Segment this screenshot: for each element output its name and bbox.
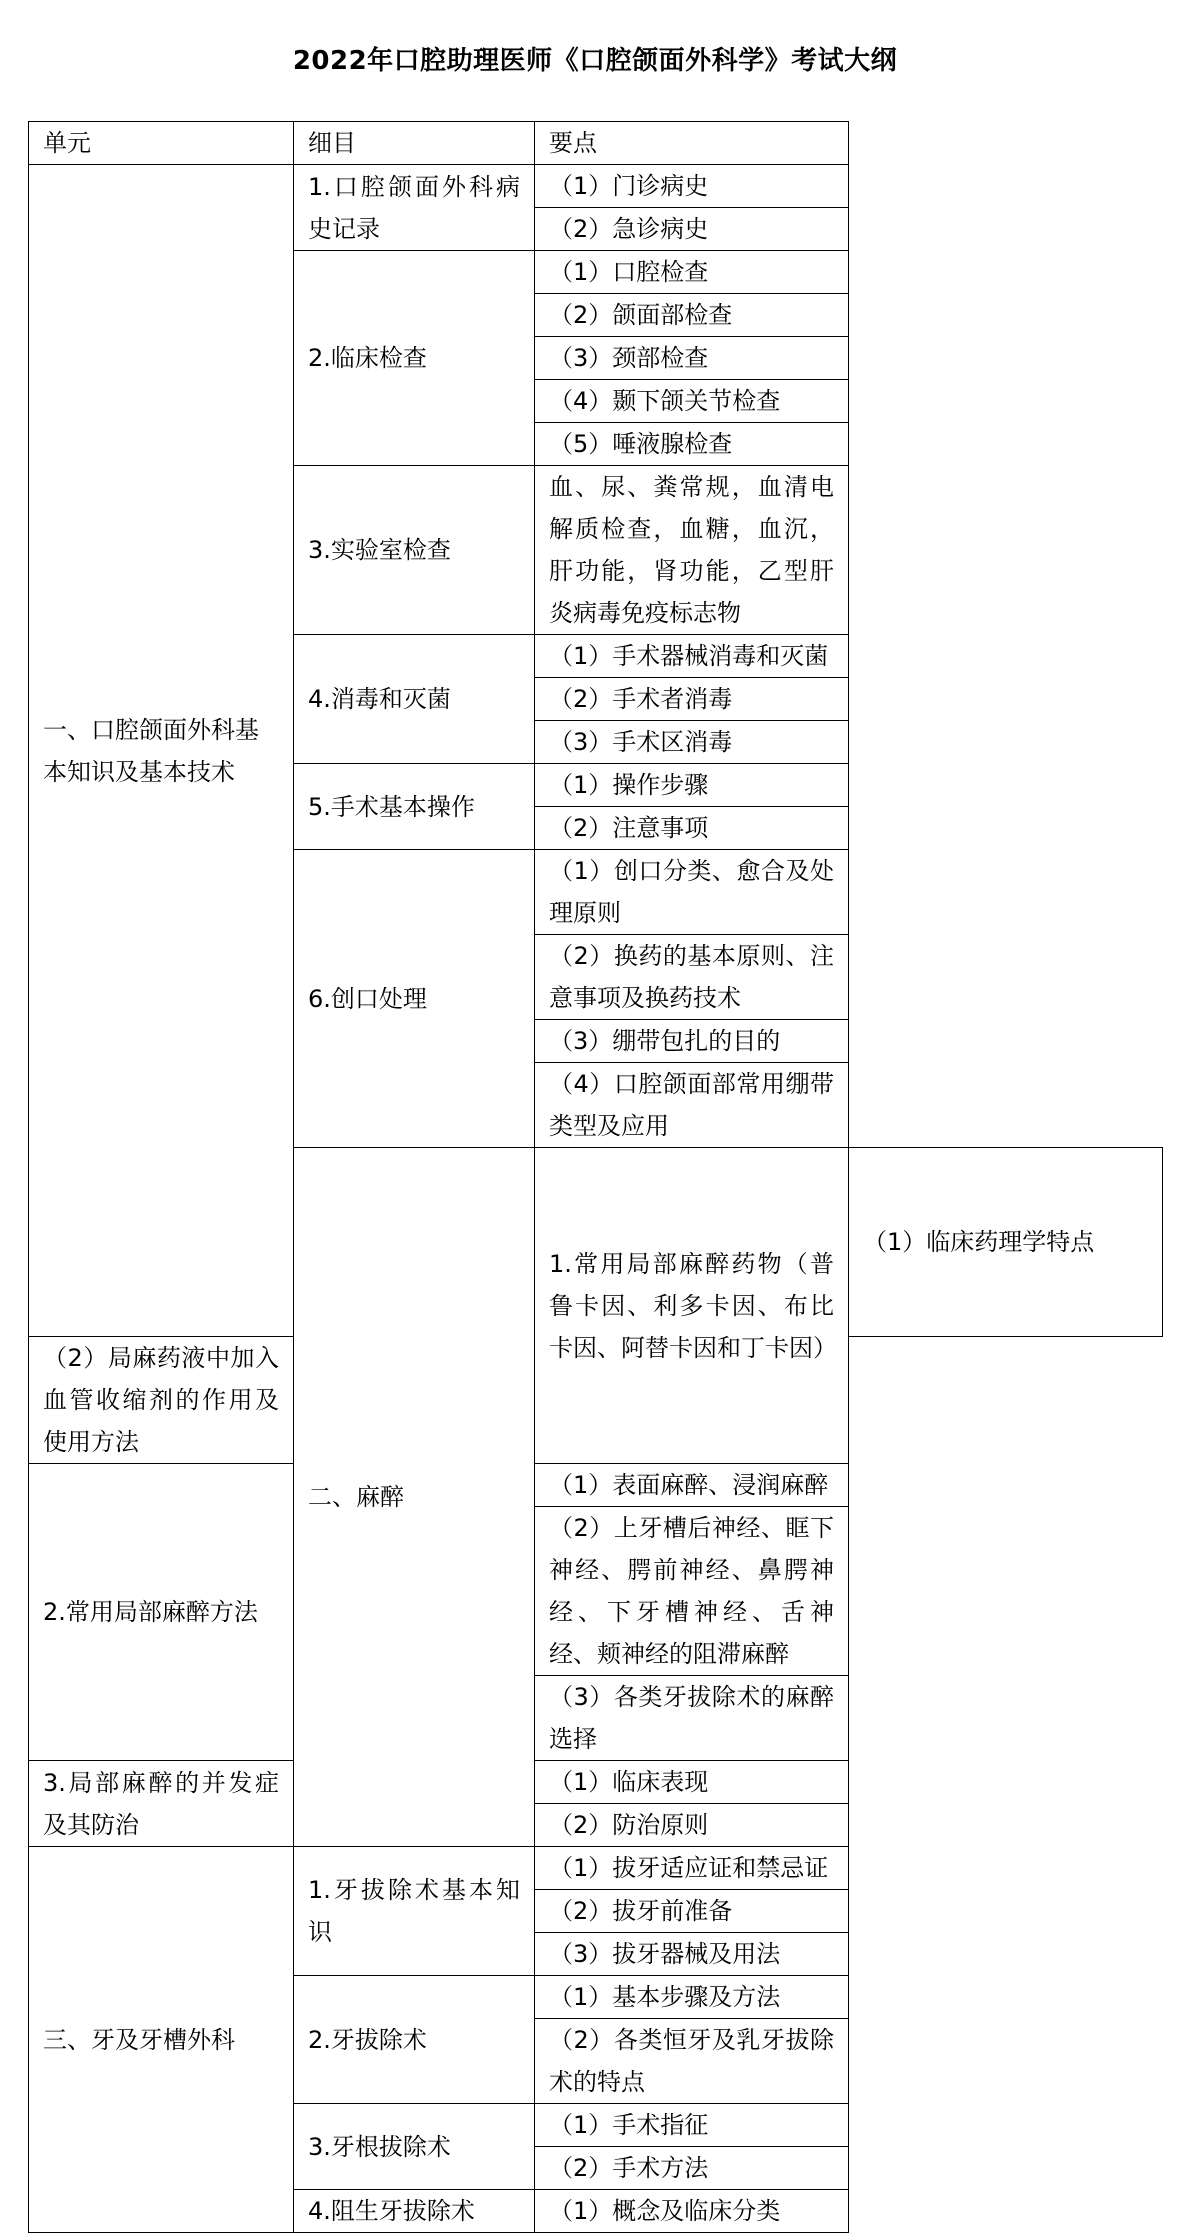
detail-cell: 2.牙拔除术: [294, 1976, 535, 2104]
point-cell: （2）急诊病史: [535, 208, 849, 251]
point-cell: （2）手术方法: [535, 2147, 849, 2190]
point-cell: （1）临床药理学特点: [849, 1148, 1163, 1337]
table-row: [29, 1464, 1163, 1507]
detail-cell: 3.局部麻醉的并发症及其防治: [29, 1761, 294, 1847]
point-cell: （2）各类恒牙及乳牙拔除术的特点: [535, 2019, 849, 2104]
table-row: [29, 1847, 1163, 1890]
detail-cell: 6.创口处理: [294, 850, 535, 1148]
header-row: [29, 122, 1163, 165]
header-detail: 细目: [294, 122, 535, 165]
point-cell: （1）手术器械消毒和灭菌: [535, 635, 849, 678]
point-cell: （1）概念及临床分类: [535, 2190, 849, 2233]
unit-cell: 三、牙及牙槽外科: [29, 1847, 294, 2233]
page-title: 2022年口腔助理医师《口腔颌面外科学》考试大纲: [292, 46, 898, 76]
point-cell: （5）唾液腺检查: [535, 423, 849, 466]
syllabus-table: [28, 121, 1163, 2233]
detail-cell: 1.常用局部麻醉药物（普鲁卡因、利多卡因、布比卡因、阿替卡因和丁卡因）: [535, 1148, 849, 1464]
point-cell: （1）临床表现: [535, 1761, 849, 1804]
point-cell: （1）操作步骤: [535, 764, 849, 807]
point-cell: （2）防治原则: [535, 1804, 849, 1847]
detail-cell: 1.牙拔除术基本知识: [294, 1847, 535, 1976]
header-point: 要点: [535, 122, 849, 165]
point-cell: （2）上牙槽后神经、眶下神经、腭前神经、鼻腭神经、下牙槽神经、舌神经、颊神经的阻滞麻醉: [535, 1507, 849, 1676]
detail-cell: 1.口腔颌面外科病史记录: [294, 165, 535, 251]
header-unit: 单元: [29, 122, 294, 165]
point-cell: 血、尿、粪常规，血清电解质检查，血糖，血沉，肝功能，肾功能，乙型肝炎病毒免疫标志物: [535, 466, 849, 635]
point-cell: （3）颈部检查: [535, 337, 849, 380]
table-row: [29, 165, 1163, 208]
point-cell: （2）局麻药液中加入血管收缩剂的作用及使用方法: [29, 1337, 294, 1464]
point-cell: （3）拔牙器械及用法: [535, 1933, 849, 1976]
detail-cell: 5.手术基本操作: [294, 764, 535, 850]
point-cell: （1）门诊病史: [535, 165, 849, 208]
table-row: [29, 1761, 1163, 1804]
point-cell: （1）口腔检查: [535, 251, 849, 294]
point-cell: （3）手术区消毒: [535, 721, 849, 764]
point-cell: （1）创口分类、愈合及处理原则: [535, 850, 849, 935]
point-cell: （3）绷带包扎的目的: [535, 1020, 849, 1063]
point-cell: （1）表面麻醉、浸润麻醉: [535, 1464, 849, 1507]
point-cell: （2）颌面部检查: [535, 294, 849, 337]
point-cell: （3）各类牙拔除术的麻醉选择: [535, 1676, 849, 1761]
detail-cell: 4.消毒和灭菌: [294, 635, 535, 764]
point-cell: （1）手术指征: [535, 2104, 849, 2147]
detail-cell: 3.实验室检查: [294, 466, 535, 635]
point-cell: （4）口腔颌面部常用绷带类型及应用: [535, 1063, 849, 1148]
point-cell: （1）拔牙适应证和禁忌证: [535, 1847, 849, 1890]
detail-cell: 3.牙根拔除术: [294, 2104, 535, 2190]
point-cell: （1）基本步骤及方法: [535, 1976, 849, 2019]
point-cell: （2）手术者消毒: [535, 678, 849, 721]
point-cell: （2）注意事项: [535, 807, 849, 850]
unit-cell: 二、麻醉: [294, 1148, 535, 1847]
point-cell: （2）换药的基本原则、注意事项及换药技术: [535, 935, 849, 1020]
point-cell: （4）颞下颌关节检查: [535, 380, 849, 423]
detail-cell: 2.临床检查: [294, 251, 535, 466]
point-cell: （2）拔牙前准备: [535, 1890, 849, 1933]
unit-cell: 一、口腔颌面外科基本知识及基本技术: [29, 165, 294, 1337]
detail-cell: 2.常用局部麻醉方法: [29, 1464, 294, 1761]
detail-cell: 4.阻生牙拔除术: [294, 2190, 535, 2233]
